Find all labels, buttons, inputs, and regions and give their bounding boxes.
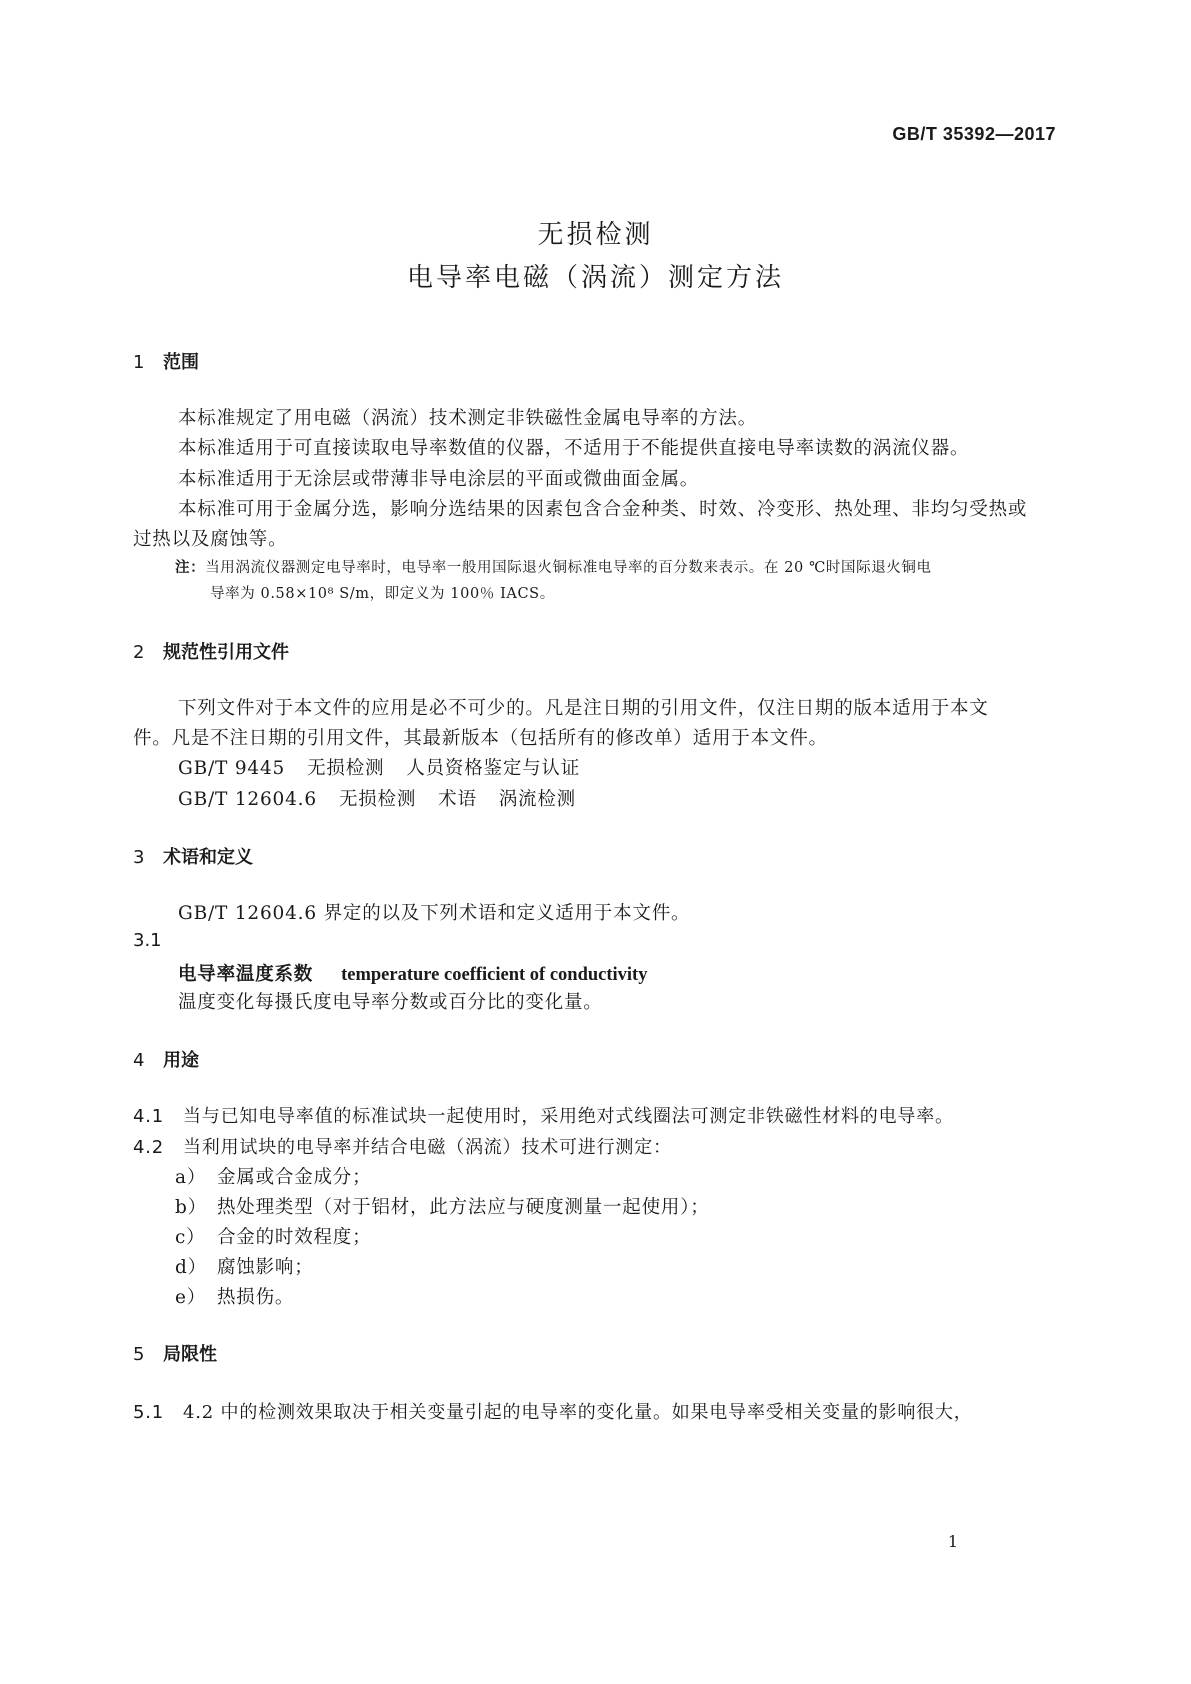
- page-number: 1: [947, 1532, 958, 1551]
- clause-4-2: [133, 1133, 672, 1159]
- scope-paragraph-4-line-1: 本标准可用于金属分选，影响分选结果的因素包含合金种类、时效、冷变形、热处理、非均匀受热或: [178, 499, 1028, 520]
- list-text: 合金的时效程度；: [217, 1227, 372, 1248]
- clause-text: 4.2 中的检测效果取决于相关变量引起的电导率的变化量。如果电导率受相关变量的影响很大，: [183, 1402, 973, 1423]
- ref-code: GB/T 9445: [178, 758, 286, 779]
- note-label: 注：: [175, 560, 206, 576]
- list-text: 热处理类型（对于铝材，此方法应与硬度测量一起使用）；: [217, 1197, 710, 1218]
- scope-note-line-2: 导率为 0.58×10⁸ S/m，即定义为 100％ IACS。: [210, 586, 555, 602]
- term-chinese: 电导率温度系数: [178, 964, 314, 985]
- list-text: 热损伤。: [217, 1287, 295, 1308]
- clause-number: 4.1: [133, 1106, 165, 1127]
- refs-intro-line-1: 下列文件对于本文件的应用是必不可少的。凡是注日期的引用文件，仅注日期的版本适用于本文: [178, 698, 989, 719]
- section-title: 规范性引用文件: [163, 642, 289, 663]
- clause-4-1: [133, 1102, 954, 1128]
- section-heading-3: [133, 843, 253, 869]
- ref-title-part: 涡流检测: [498, 789, 576, 810]
- term-english: temperature coefficient of conductivity: [341, 965, 648, 985]
- list-label: d）: [175, 1257, 207, 1278]
- title-line-1: 无损检测: [537, 220, 654, 250]
- clause-text: 当与已知电导率值的标准试块一起使用时，采用绝对式线圈法可测定非铁磁性材料的电导率。: [183, 1106, 954, 1127]
- list-item: [175, 1283, 294, 1309]
- ref-code: GB/T 12604.6: [178, 789, 317, 810]
- list-item: [175, 1223, 371, 1249]
- ref-title-part: 无损检测: [307, 758, 385, 779]
- clause-number: 4.2: [133, 1137, 165, 1158]
- terms-intro: GB/T 12604.6 界定的以及下列术语和定义适用于本文件。: [178, 903, 691, 924]
- section-number: 1: [133, 352, 145, 373]
- list-label: c）: [175, 1227, 206, 1248]
- section-title: 用途: [163, 1050, 199, 1071]
- list-text: 金属或合金成分；: [217, 1167, 372, 1188]
- clause-number: 5.1: [133, 1402, 165, 1423]
- scope-paragraph-1: 本标准规定了用电磁（涡流）技术测定非铁磁性金属电导率的方法。: [178, 408, 758, 429]
- title-line-2: 电导率电磁（涡流）测定方法: [406, 263, 784, 293]
- list-item: [175, 1253, 314, 1279]
- term-entry-heading: [178, 960, 647, 986]
- section-heading-2: [133, 638, 289, 664]
- section-number: 4: [133, 1050, 145, 1071]
- ref-item: [178, 785, 576, 811]
- list-item: [175, 1163, 371, 1189]
- clause-5-1: [133, 1398, 973, 1424]
- section-heading-5: [133, 1340, 217, 1366]
- term-entry-number: 3.1: [133, 930, 162, 951]
- scope-paragraph-3: 本标准适用于无涂层或带薄非导电涂层的平面或微曲面金属。: [178, 469, 700, 490]
- section-title: 局限性: [163, 1344, 217, 1365]
- list-label: a）: [175, 1167, 207, 1188]
- section-heading-4: [133, 1046, 199, 1072]
- list-item: [175, 1193, 710, 1219]
- section-number: 3: [133, 847, 145, 868]
- section-number: 5: [133, 1344, 145, 1365]
- ref-title-part: 术语: [438, 789, 477, 810]
- scope-note-line-1: [175, 556, 932, 577]
- ref-item: [178, 754, 580, 780]
- section-title: 术语和定义: [163, 847, 253, 868]
- standard-code: GB/T 35392—2017: [892, 124, 1056, 144]
- section-title: 范围: [163, 352, 199, 373]
- section-heading-1: [133, 348, 199, 374]
- clause-text: 当利用试块的电导率并结合电磁（涡流）技术可进行测定：: [183, 1137, 672, 1158]
- term-definition: 温度变化每摄氏度电导率分数或百分比的变化量。: [178, 992, 603, 1013]
- list-text: 腐蚀影响；: [217, 1257, 314, 1278]
- ref-title-part: 人员资格鉴定与认证: [406, 758, 581, 779]
- scope-paragraph-4-line-2: 过热以及腐蚀等。: [133, 529, 288, 550]
- list-label: b）: [175, 1197, 207, 1218]
- ref-title-part: 无损检测: [338, 789, 417, 810]
- scope-paragraph-2: 本标准适用于可直接读取电导率数值的仪器，不适用于不能提供直接电导率读数的涡流仪器。: [178, 438, 970, 459]
- note-text: 当用涡流仪器测定电导率时，电导率一般用国际退火铜标准电导率的百分数来表示。在 20 ℃时国际退火铜电: [205, 560, 932, 576]
- refs-intro-line-2: 件。凡是不注日期的引用文件，其最新版本（包括所有的修改单）适用于本文件。: [133, 728, 828, 749]
- section-number: 2: [133, 642, 145, 663]
- list-label: e）: [175, 1287, 207, 1308]
